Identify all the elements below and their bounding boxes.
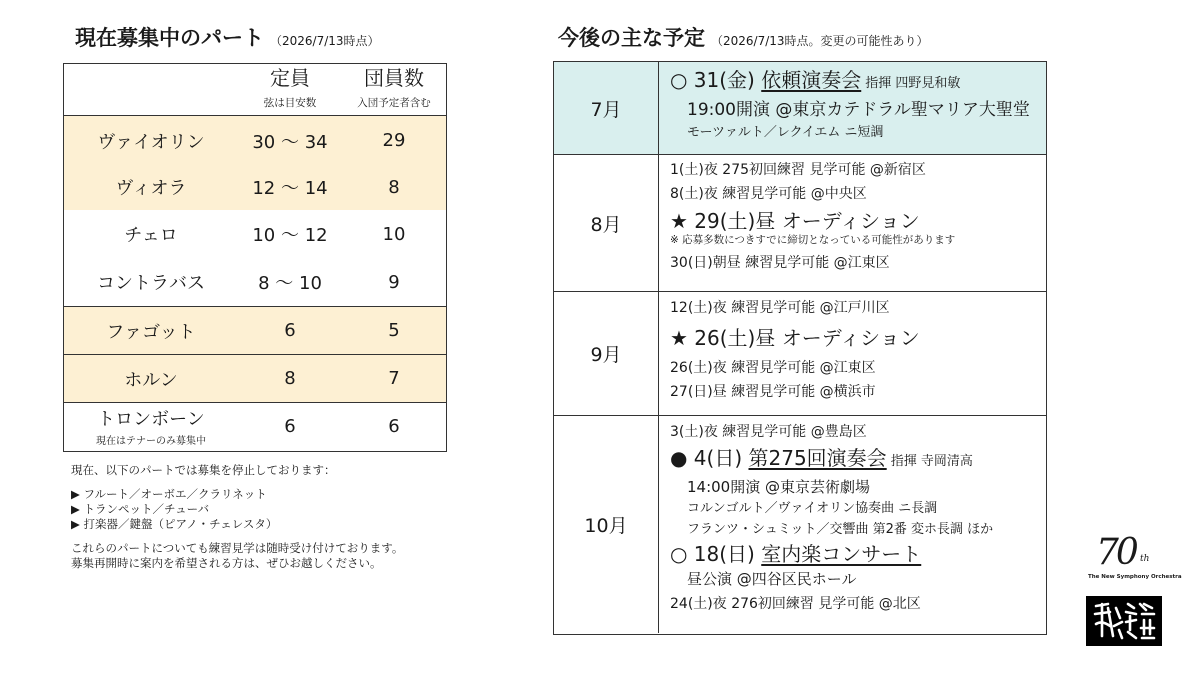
schedule-line: 30(日)朝昼 練習見学可能 @江東区 [670,255,890,271]
event-program: モーツァルト／レクイエム ニ短調 [687,125,884,140]
part-name: ファゴット [106,321,196,343]
recruit-table [63,63,447,452]
schedule-table [553,61,1047,635]
members-value: 5 [388,320,400,341]
capacity-header: 定員 弦は目安数 [263,66,317,109]
note-line: これらのパートについても練習見学は随時受け付けております。 [71,541,404,555]
table-row [64,402,446,449]
members-value: 9 [388,271,400,293]
event-name: 依頼演奏会 [761,68,862,92]
orchestra-seal-logo [1086,596,1162,646]
event-time-place: 昼公演 @四谷区民ホール [687,570,857,588]
anniversary-number: 70 [1096,532,1136,573]
part-name: トロンボーン [97,409,205,430]
schedule-title-note: （2026/7/13時点。変更の可能性あり） [711,34,929,48]
part-name: ヴィオラ [115,178,187,199]
members-value: 6 [388,415,400,437]
month-row-sep [554,291,1046,415]
capacity-value: 8 ～ 10 [258,273,322,294]
schedule-title-text: 今後の主な予定 [558,26,705,50]
recruit-title-text: 現在募集中のパート [75,26,264,50]
recruit-title-note: （2026/7/13時点） [270,34,380,48]
members-value: 10 [382,223,406,245]
table-row [64,210,446,258]
members-header: 団員数 入団予定者含む [357,66,431,109]
table-row [64,306,446,354]
audition-line: ★ 29(土)昼 オーディション [670,209,920,233]
event-line: ● 4(日) 第275回演奏会 指揮 寺岡清高 [670,446,973,470]
event-line: ○ 18(日) 室内楽コンサート [670,542,922,566]
members-value: 29 [382,130,406,151]
capacity-value: 6 [284,320,296,341]
schedule-line: 24(土)夜 276初回練習 見学可能 @北区 [670,596,921,612]
event-name: 室内楽コンサート [761,542,922,566]
recruit-notes [71,463,451,571]
schedule-line: 27(日)昼 練習見学可能 @横浜市 [670,384,876,400]
audition-line: ★ 26(土)昼 オーディション [670,326,920,350]
table-row [64,354,446,402]
note-line: ▶ フルート／オーボエ／クラリネット [71,487,267,501]
note-line: ▶ 打楽器／鍵盤（ピアノ・チェレスタ） [71,517,278,531]
capacity-value: 6 [284,415,296,437]
schedule-line: 12(土)夜 練習見学可能 @江戸川区 [670,300,890,316]
conductor: 指揮 四野見和敏 [865,76,961,91]
event-name: 第275回演奏会 [748,446,887,470]
members-value: 7 [388,368,400,389]
seal-glyph-icon [1086,596,1162,646]
part-name: ヴァイオリン [97,131,205,153]
event-time-place: 19:00開演 @東京カテドラル聖マリア大聖堂 [687,100,1030,120]
orchestra-name: The New Symphony Orchestra [1088,574,1182,580]
table-row [64,258,446,306]
capacity-value: 8 [284,368,296,389]
schedule-title [558,22,929,52]
capacity-value: 10 ～ 12 [252,225,328,246]
part-name: コントラバス [97,273,205,294]
part-name: チェロ [124,225,178,246]
event-time-place: 14:00開演 @東京芸術劇場 [687,478,870,496]
table-row [64,116,446,164]
part-name: ホルン [124,369,178,391]
members-value: 8 [388,176,400,198]
month-label: 8月 [554,155,659,291]
event-program: フランツ・シュミット／交響曲 第2番 変ホ長調 ほか [687,522,994,537]
month-row-aug [554,154,1046,291]
event-program: コルンゴルト／ヴァイオリン協奏曲 ニ長調 [687,501,938,516]
table-row [64,164,446,210]
event-line: ○ 31(金) 依頼演奏会 指揮 四野見和敏 [670,68,961,92]
conductor: 指揮 寺岡清高 [890,454,973,469]
recruit-title [75,22,380,52]
month-label: 9月 [554,292,659,415]
schedule-line: 8(土)夜 練習見学可能 @中央区 [670,186,867,202]
capacity-value: 30 ～ 34 [252,131,328,153]
schedule-line: 3(土)夜 練習見学可能 @豊島区 [670,424,867,440]
part-cell [64,405,238,447]
schedule-line: 26(土)夜 練習見学可能 @江東区 [670,360,876,376]
table-header-row [64,64,446,116]
month-row-jul [554,62,1046,154]
month-label: 10月 [554,416,659,633]
audition-note: ※ 応募多数につきすでに締切となっている可能性があります [670,234,956,246]
note-line: ▶ トランペット／チューバ [71,502,210,516]
anniversary-suffix: th [1140,554,1150,564]
anniversary-logo [1088,532,1182,588]
part-note: 現在はテナーのみ募集中 [96,436,206,447]
schedule-line: 1(土)夜 275初回練習 見学可能 @新宿区 [670,162,926,178]
capacity-value: 12 ～ 14 [252,178,328,199]
note-line: 募集再開時に案内を希望される方は、ぜひお越しください。 [71,556,382,570]
month-label: 7月 [554,62,659,154]
note-line: 現在、以下のパートでは募集を停止しております： [71,463,336,477]
month-row-oct [554,415,1046,633]
